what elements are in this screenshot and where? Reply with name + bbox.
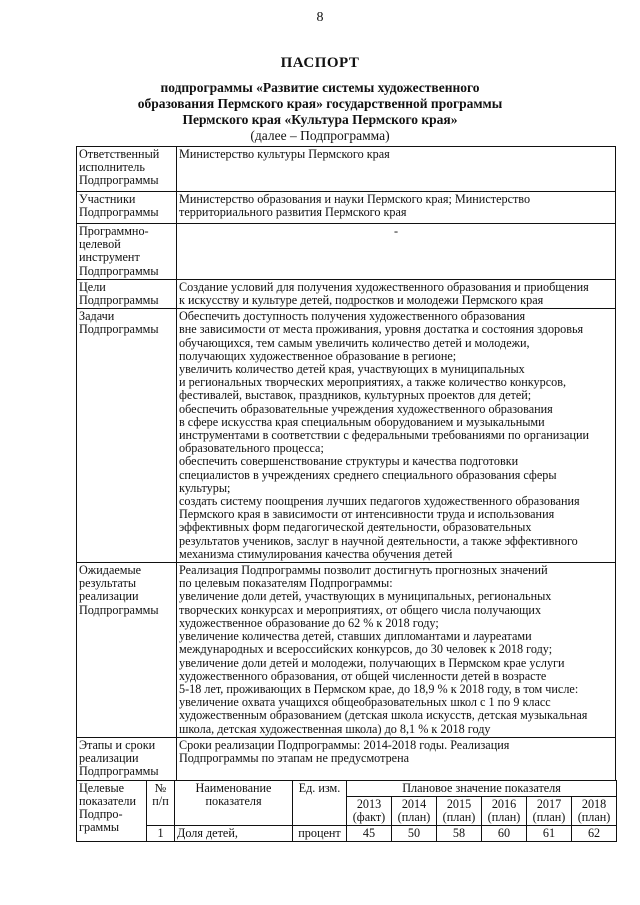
content-line: обеспечить образовательные учреждения художественного образования	[179, 401, 553, 416]
indicator-value: 60	[482, 826, 527, 842]
label-line: Подпрограммы	[79, 764, 159, 779]
content-line: в сфере искусства края специальным оборудованием и музыкальными	[179, 414, 545, 429]
content-line: художественным образованием (детская школа искусств, детская музыкальная	[179, 708, 588, 723]
year: 2017	[536, 797, 562, 811]
content-line: художественного образования, от общей численности детей в возрасте	[179, 668, 547, 683]
content-line: 5-18 лет, проживающих в Пермском крае, до 18,9 % к 2018 году, в том числе:	[179, 681, 579, 696]
label-line: Подпрограммы	[79, 322, 159, 337]
indicator-value: 50	[392, 826, 437, 842]
header-line: показателя	[205, 794, 262, 808]
year-header	[482, 797, 527, 826]
subtitle-note: (далее – Подпрограмма)	[250, 128, 390, 143]
content-line: увеличить количество детей края, участвующих в муниципальных	[179, 362, 525, 377]
row-label	[77, 224, 177, 280]
row-label	[77, 279, 177, 308]
indicator-value: 45	[347, 826, 392, 842]
passport-table	[76, 146, 616, 781]
label-line: Подпрограммы	[79, 205, 159, 220]
year-header	[572, 797, 617, 826]
year-kind: (план)	[487, 810, 521, 824]
indicator-value: 58	[437, 826, 482, 842]
row-label	[77, 192, 177, 224]
passport-row	[77, 279, 616, 308]
content-line: Пермского края в зависимости от интенсивности труда и использования	[179, 507, 555, 522]
target-indicators-label	[77, 781, 147, 842]
year-header	[347, 797, 392, 826]
content-line: территориального развития Пермского края	[179, 205, 407, 220]
row-content	[177, 279, 616, 308]
content-line: вне зависимости от места проживания, уровня достатка и состояния здоровья	[179, 322, 584, 337]
passport-row	[77, 563, 616, 738]
label-line: исполнитель	[79, 160, 145, 175]
label-line: Целевые	[79, 781, 125, 795]
indicators-header-row	[77, 781, 617, 797]
row-content	[177, 192, 616, 224]
label-line: реализации	[79, 589, 139, 604]
content-line: создать систему поощрения лучших педагогов художественного образования	[179, 494, 580, 509]
label-line: Ответственный	[79, 147, 160, 161]
row-content	[177, 224, 616, 280]
name-header	[175, 781, 293, 826]
year-kind: (факт)	[352, 810, 386, 824]
label-line: Подпро-	[79, 807, 123, 821]
year-kind: (план)	[577, 810, 611, 824]
subtitle-line: Пермского края «Культура Пермского края»	[182, 112, 458, 127]
table-row	[77, 826, 617, 842]
passport-row	[77, 224, 616, 280]
year-kind: (план)	[442, 810, 476, 824]
year: 2013	[356, 797, 382, 811]
content-line: обучающихся, тем самым увеличить количество детей и молодежи,	[179, 335, 530, 350]
year: 2018	[581, 797, 607, 811]
row-number: 1	[147, 826, 175, 842]
row-content	[177, 737, 616, 780]
label-line: реализации	[79, 750, 139, 765]
content-line: обеспечить совершенствование структуры и качества подготовки	[179, 454, 519, 469]
content-line: -	[393, 224, 399, 238]
content-line: эффективных форм педагогической деятельности, образовательных	[179, 520, 532, 535]
unit-header: Ед. изм.	[293, 781, 347, 826]
row-content	[177, 309, 616, 563]
indicator-name: Доля детей,	[175, 826, 293, 842]
row-label	[77, 737, 177, 780]
content-line: международных и всероссийских конкурсов, до 30 человек к 2018 году;	[179, 642, 553, 657]
content-line: Министерство культуры Пермского края	[179, 147, 390, 161]
indicator-value: 61	[527, 826, 572, 842]
label-line: целевой	[79, 237, 121, 252]
label-line: Этапы и сроки	[79, 737, 156, 752]
content-line: Реализация Подпрограммы позволит достигнуть прогнозных значений	[179, 563, 548, 578]
label-line: Ожидаемые	[79, 563, 142, 578]
label-line: Задачи	[79, 309, 115, 324]
content-line: Сроки реализации Подпрограммы: 2014-2018 годы. Реализация	[179, 737, 510, 752]
year: 2016	[491, 797, 517, 811]
label-line: Подпрограммы	[79, 602, 159, 617]
year: 2014	[401, 797, 427, 811]
content-line: увеличение количества детей, ставших дипломантами и лауреатами	[179, 629, 532, 644]
label-line: инструмент	[79, 250, 140, 265]
page-title: ПАСПОРТ	[280, 55, 360, 71]
label-line: Подпрограммы	[79, 173, 159, 188]
row-content	[177, 147, 616, 192]
row-content	[177, 563, 616, 738]
content-line: специалистов в учреждениях среднего специального образования сферы	[179, 467, 557, 482]
content-line: Министерство образования и науки Пермского края; Министерство	[179, 192, 531, 206]
content-line: образовательного процесса;	[179, 441, 324, 456]
indicators-table	[76, 780, 617, 842]
row-label	[77, 309, 177, 563]
passport-row	[77, 737, 616, 780]
plan-header: Плановое значение показателя	[347, 781, 617, 797]
content-line: творческих конкурсах и мероприятиях, от общего числа получающих	[179, 602, 542, 617]
content-line: художественное образование до 62 % к 2018 году;	[179, 615, 439, 630]
year-header	[527, 797, 572, 826]
content-line: школа, детская художественная школа) до 8,1 % к 2018 году	[179, 721, 491, 736]
content-line: по целевым показателям Подпрограммы:	[179, 576, 393, 591]
row-label	[77, 563, 177, 738]
content-line: культуры;	[179, 480, 231, 495]
header-line: Наименование	[195, 781, 272, 795]
indicator-value: 62	[572, 826, 617, 842]
content-line: результатов учеников, заслуг в научной деятельности, а также эффективного	[179, 533, 578, 548]
year-header	[392, 797, 437, 826]
title-block	[0, 55, 640, 144]
passport-row	[77, 147, 616, 192]
row-label	[77, 147, 177, 192]
content-line: механизма стимулирования качества обучения детей	[179, 546, 453, 561]
label-line: граммы	[79, 820, 120, 834]
label-line: Участники	[79, 192, 136, 206]
year-kind: (план)	[397, 810, 431, 824]
passport-row	[77, 192, 616, 224]
number-header	[147, 781, 175, 826]
indicator-unit: процент	[293, 826, 347, 842]
passport-row	[77, 309, 616, 563]
subtitle	[0, 80, 640, 128]
page-number: 8	[316, 10, 324, 25]
year: 2015	[446, 797, 472, 811]
header-line: п/п	[152, 794, 169, 808]
content-line: и региональных творческих мероприятиях, а также количество конкурсов,	[179, 375, 566, 390]
subtitle-line: образования Пермского края» государственной программы	[137, 96, 503, 111]
content-line: инструментами в соответствии с федеральными требованиями по организации	[179, 428, 590, 443]
content-line: увеличение доли детей и молодежи, получающих в Пермском крае услуги	[179, 655, 565, 670]
label-line: Подпрограммы	[79, 263, 159, 278]
content-line: к искусству и культуре детей, подростков и молодежи Пермского края	[179, 293, 544, 308]
content-line: получающих художественное образование в регионе;	[179, 348, 457, 363]
content-line: Обеспечить доступность получения художественного образования	[179, 309, 526, 324]
content-line: Подпрограммы по этапам не предусмотрена	[179, 750, 410, 765]
content-line: фестивалей, выставок, праздников, культурных проектов для детей;	[179, 388, 532, 403]
year-kind: (план)	[532, 810, 566, 824]
year-header	[437, 797, 482, 826]
content-line: увеличение доли детей, участвующих в муниципальных, региональных	[179, 589, 552, 604]
subtitle-line: подпрограммы «Развитие системы художественного	[160, 80, 480, 95]
label-line: Подпрограммы	[79, 293, 159, 308]
header-line: №	[154, 781, 167, 795]
label-line: Программно-	[79, 224, 149, 238]
label-line: результаты	[79, 576, 137, 591]
label-line: Цели	[79, 279, 106, 294]
content-line: Создание условий для получения художественного образования и приобщения	[179, 279, 589, 294]
label-line: показатели	[79, 794, 137, 808]
content-line: увеличение охвата учащихся общеобразовательных школ с 1 по 9 класс	[179, 695, 551, 710]
